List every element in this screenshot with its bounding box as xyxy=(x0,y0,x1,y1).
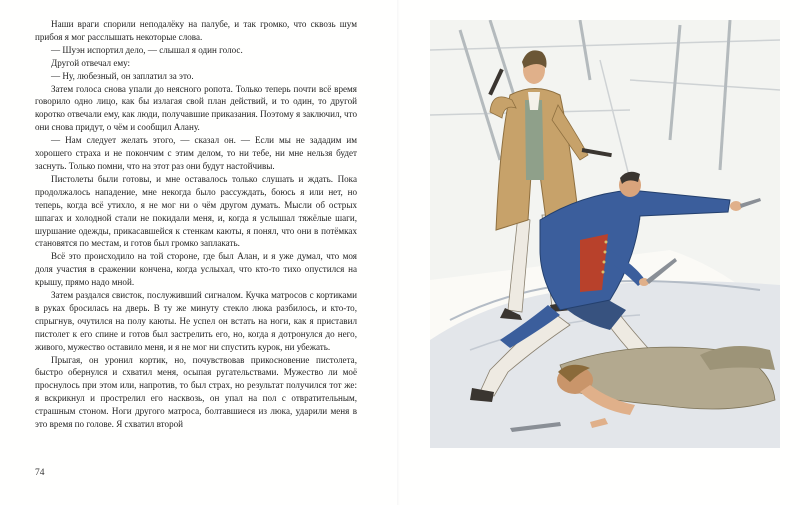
paragraph: — Нам следует желать этого, — сказал он. — Если мы не зададим им хорошего страха и не покончим с этим делом, то ни тебе, ни мне нельзя будет заснуть. Только помни, что на этот раз они будут настойчивы. xyxy=(35,135,357,171)
right-page xyxy=(400,0,800,505)
paragraph: Наши враги спорили неподалёку на палубе, и так громко, что сквозь шум прибоя я мог расслышать некоторые слова. xyxy=(35,19,357,42)
watercolor-illustration xyxy=(430,20,780,448)
page-number: 74 xyxy=(35,468,45,478)
paragraph: Затем раздался свисток, послуживший сигналом. Кучка матросов с кортиками в руках бросилась на дверь. В ту же минуту стекло люка разбилось, и кто-то, спрыгнув, очутился на полу каюты. Не успел он встать на ноги, как я приставил пистолет к его спине и готов был застрелить его, но, когда я дотронулся до него, живого, мужество оставило меня, и я не мог ни спустить курок, ни убежать. xyxy=(35,290,357,352)
paragraph: Прыгая, он уронил кортик, но, почувствовав прикосновение пистолета, быстро обернулся и схватил меня, осыпая ругательствами. Мужество ли моё проснулось при этом или, напротив, то был страх, но результат получился тот же: я вскрикнул и прострелил его насквозь, он упал на пол с отвратительным, страшным стоном. Ноги другого матроса, болтавшиеся из люка, ударили меня в это время по голове. Я схватил второй xyxy=(35,354,357,430)
paragraph: Другой отвечал ему: xyxy=(51,57,131,68)
body-text xyxy=(35,18,357,431)
paragraph: Затем голоса снова упали до неясного ропота. Только теперь почти всё время говорило одно лицо, как бы излагая свой план действий, и то один, то другой коротко отвечали ему, как люди, получавшие приказания. Поэтому я заключил, что они снова придут, о чём и сообщил Алану. xyxy=(35,83,358,133)
fight-illustration xyxy=(430,20,780,448)
paragraph: Всё это происходило на той стороне, где был Алан, и я уже думал, что моя доля участия в сражении кончена, когда услыхал, что кто-то тихо опустился на крышу, прямо надо мной. xyxy=(35,251,357,288)
paragraph: Пистолеты были готовы, и мне оставалось только слушать и ждать. Пока продолжалось нападение, мне некогда было рассуждать, боюсь я или нет, но теперь, когда всё утихло, я не мог ни о чём другом думать. Мысли об острых шпагах и холодной стали не покидали меня, и, когда я услышал тяжёлые шаги, шуршание одежды, прикасавшейся к стенкам каюты, я понял, что они в потёмках становятся по местам, и готов был громко заплакать. xyxy=(35,173,357,249)
paragraph: — Ну, любезный, он заплатил за это. xyxy=(51,70,194,81)
paragraph: — Шуэн испортил дело, — слышал я один голос. xyxy=(51,44,243,55)
